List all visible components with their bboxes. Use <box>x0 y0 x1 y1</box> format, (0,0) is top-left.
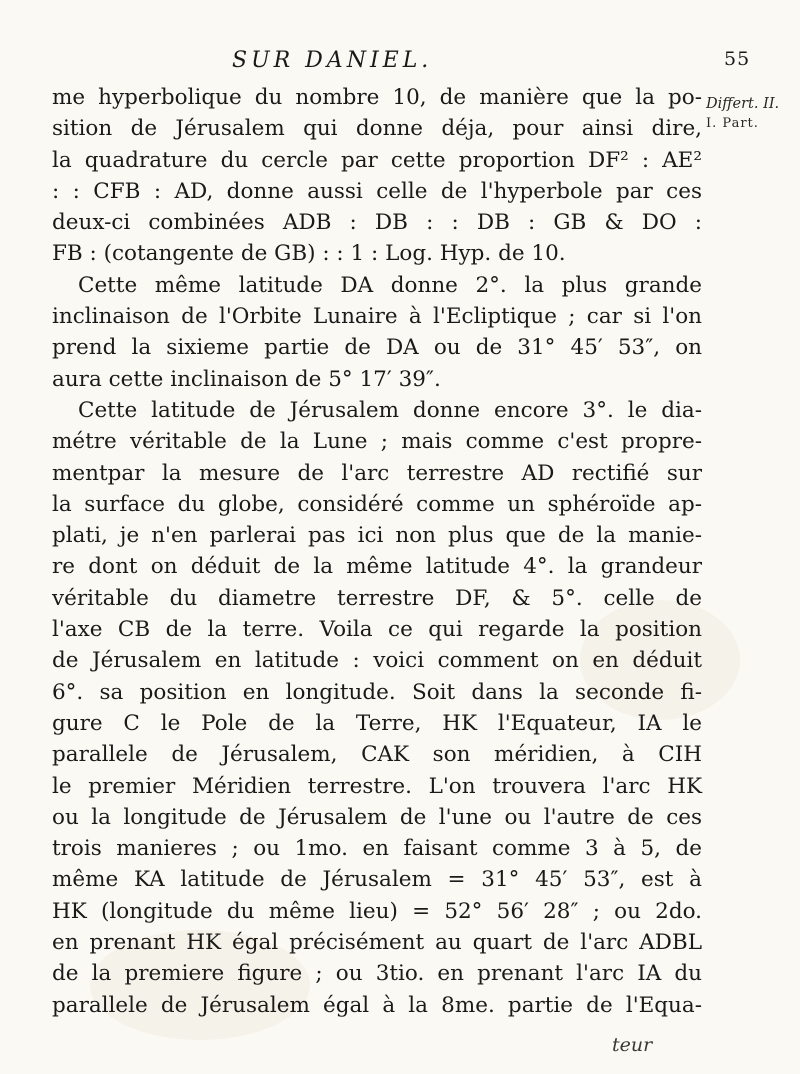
margin-note-part: I. Part. <box>706 116 759 131</box>
margin-note-dissertation: Differt. II. <box>706 96 780 112</box>
text-line: FB : (cotangente de GB) : : 1 : Log. Hyp. de 10. <box>52 241 566 267</box>
text-line: inclinaison de l'Orbite Lunaire à l'Ecliptique ; car si l'on <box>52 304 702 330</box>
text-line: sition de Jérusalem qui donne déja, pour ainsi dire, <box>52 116 702 142</box>
text-line: parallele de Jérusalem égal à la 8me. partie de l'Equa- <box>52 992 702 1018</box>
page-number: 55 <box>724 48 751 70</box>
catchword: teur <box>612 1034 653 1056</box>
text-line: prend la sixieme partie de DA ou de 31° 45′ 53″, on <box>52 335 702 361</box>
text-line: de la premiere figure ; ou 3tio. en prenant l'arc IA du <box>52 961 702 987</box>
text-line: HK (longitude du même lieu) = 52° 56′ 28″ ; ou 2do. <box>52 898 702 924</box>
text-line: deux-ci combinées ADB : DB : : DB : GB & DO : <box>52 210 702 236</box>
text-line: : : CFB : AD, donne aussi celle de l'hyperbole par ces <box>52 178 702 204</box>
text-line: en prenant HK égal précisément au quart de l'arc ADBL <box>52 930 702 956</box>
text-line: ou la longitude de Jérusalem de l'une ou l'autre de ces <box>52 804 702 830</box>
text-line: me hyperbolique du nombre 10, de manière que la po- <box>52 85 702 110</box>
text-line: de Jérusalem en latitude : voici comment on en déduit <box>52 648 702 674</box>
text-line: mentpar la mesure de l'arc terrestre AD rectifié sur <box>52 460 702 486</box>
text-line: l'axe CB de la terre. Voila ce qui regarde la position <box>52 617 702 643</box>
text-line: gure C le Pole de la Terre, HK l'Equateur, IA le <box>52 710 702 736</box>
text-line: 6°. sa position en longitude. Soit dans la seconde fi- <box>52 679 702 705</box>
text-line: métre véritable de la Lune ; mais comme c'est propre- <box>52 429 702 455</box>
body-text <box>52 82 702 1021</box>
text-line: plati, je n'en parlerai pas ici non plus que de la manie- <box>52 523 702 549</box>
text-line: Cette même latitude DA donne 2°. la plus grande <box>78 272 702 298</box>
text-line: le premier Méridien terrestre. L'on trouvera l'arc HK <box>52 773 702 799</box>
text-line: trois manieres ; ou 1mo. en faisant comme 3 à 5, de <box>52 836 702 862</box>
text-line: parallele de Jérusalem, CAK son méridien, à CIH <box>52 742 702 768</box>
text-line: Cette latitude de Jérusalem donne encore 3°. le dia- <box>78 397 702 423</box>
text-line: même KA latitude de Jérusalem = 31° 45′ 53″, est à <box>52 867 702 893</box>
text-line: aura cette inclinaison de 5° 17′ 39″. <box>52 366 441 392</box>
text-line: re dont on déduit de la même latitude 4°. la grandeur <box>52 554 702 580</box>
text-line: véritable du diametre terrestre DF, & 5°. celle de <box>52 585 702 611</box>
running-title: SUR DANIEL. <box>232 48 433 73</box>
margin-note <box>706 95 796 133</box>
text-line: la surface du globe, considéré comme un sphéroïde ap- <box>52 491 702 517</box>
text-line: la quadrature du cercle par cette proportion DF² : AE² <box>52 147 702 173</box>
